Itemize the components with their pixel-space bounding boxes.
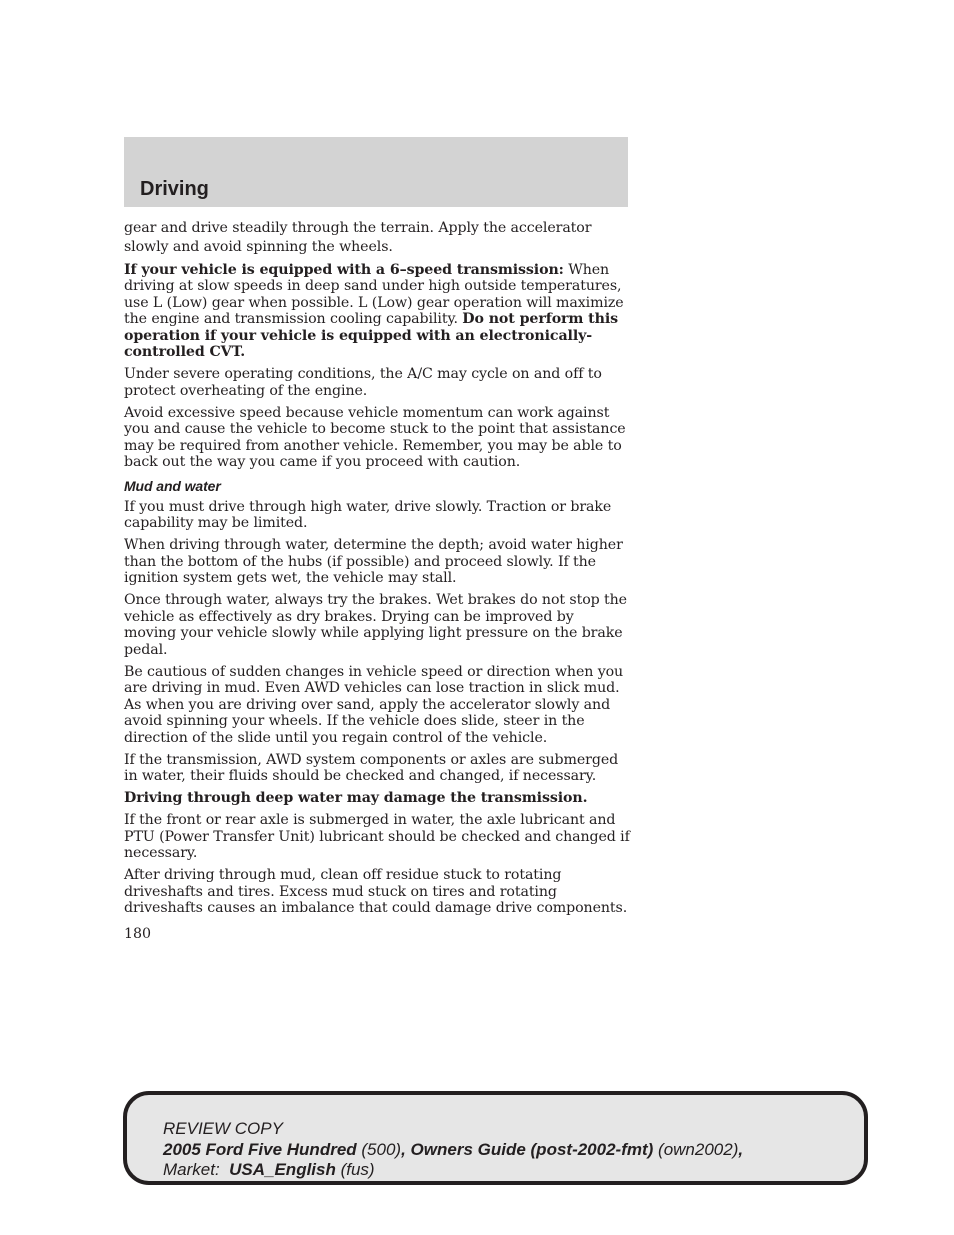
review-copy-market-line [163,1160,743,1181]
separator-1: , [401,1139,411,1159]
paragraph-excessive-speed: Avoid excessive speed because vehicle momentum can work against you and cause the vehicle to become stuck to the point that assistance may be required from another vehicle. Remember, you may be able to back out the way you came if you proceed with caution. [124,404,626,470]
page-number: 180 [124,926,152,942]
paragraph-axle-lubricant: If the front or rear axle is submerged in water, the axle lubricant and PTU (Power Transfer Unit) lubricant should be checked and changed if necessary. [124,812,630,861]
vehicle-code: (500) [356,1139,402,1159]
market-name: USA_English [229,1160,336,1179]
cvt-warning: Do not perform this operation if your vehicle is equipped with an electronically-controlled CVT. [124,311,619,360]
guide-code: (own2002) [653,1139,739,1159]
paragraph-high-water: If you must drive through high water, drive slowly. Traction or brake capability may be limited. [124,498,612,531]
paragraph-mud-traction: Be cautious of sudden changes in vehicle speed or direction when you are driving in mud. Even AWD vehicles can lose traction in slick mud. As when you are driving over sand, apply the accelerator slowly and avoid spinning your wheels. If the vehicle does slide, steer in the direction of the slide until you regain control of the vehicle. [124,663,624,746]
section-header-band [124,137,628,207]
page-content [124,219,630,922]
review-copy-title-line [163,1140,743,1161]
paragraph-6-speed-body: When driving at slow speeds in deep sand under high outside temperatures, use L (Low) gear when possible. L (Low) gear operation will maximize the engine and transmission cooling capability. [124,261,624,327]
section-title: Driving [140,178,209,200]
paragraph-ac-cycle: Under severe operating conditions, the A/C may cycle on and off to protect overheating of the engine. [124,366,602,399]
paragraph-terrain: gear and drive steadily through the terrain. Apply the accelerator slowly and avoid spinning the wheels. [124,220,592,255]
vehicle-name: 2005 Ford Five Hundred [163,1139,357,1159]
paragraph-6-speed-lead: If your vehicle is equipped with a 6–speed transmission: [124,261,564,278]
subheading-mud-and-water: Mud and water [124,477,221,494]
guide-name: Owners Guide (post-2002-fmt) [410,1139,654,1159]
market-code: (fus) [335,1160,375,1179]
deep-water-warning [124,790,630,807]
review-copy-text [163,1119,743,1181]
review-copy-box [123,1091,868,1185]
paragraph-6-speed [124,262,630,361]
paragraph-fluids-check: If the transmission, AWD system components or axles are submerged in water, their fluids should be checked and changed, if necessary. [124,751,619,784]
review-copy-label: REVIEW COPY [163,1119,283,1138]
paragraph-water-depth: When driving through water, determine the depth; avoid water higher than the bottom of the hubs (if possible) and proceed slowly. If the ignition system gets wet, the vehicle may stall. [124,537,623,586]
separator-2: , [738,1139,744,1159]
market-label: Market: [163,1160,230,1179]
deep-water-warning-text: Driving through deep water may damage the transmission. [124,790,588,806]
paragraph-clean-residue: After driving through mud, clean off residue stuck to rotating driveshafts and tires. Excess mud stuck on tires and rotating driveshafts causes an imbalance that could damage drive components. [124,867,628,916]
paragraph-wet-brakes: Once through water, always try the brakes. Wet brakes do not stop the vehicle as effectively as dry brakes. Drying can be improved by moving your vehicle slowly while applying light pressure on the brake pedal. [124,592,627,658]
